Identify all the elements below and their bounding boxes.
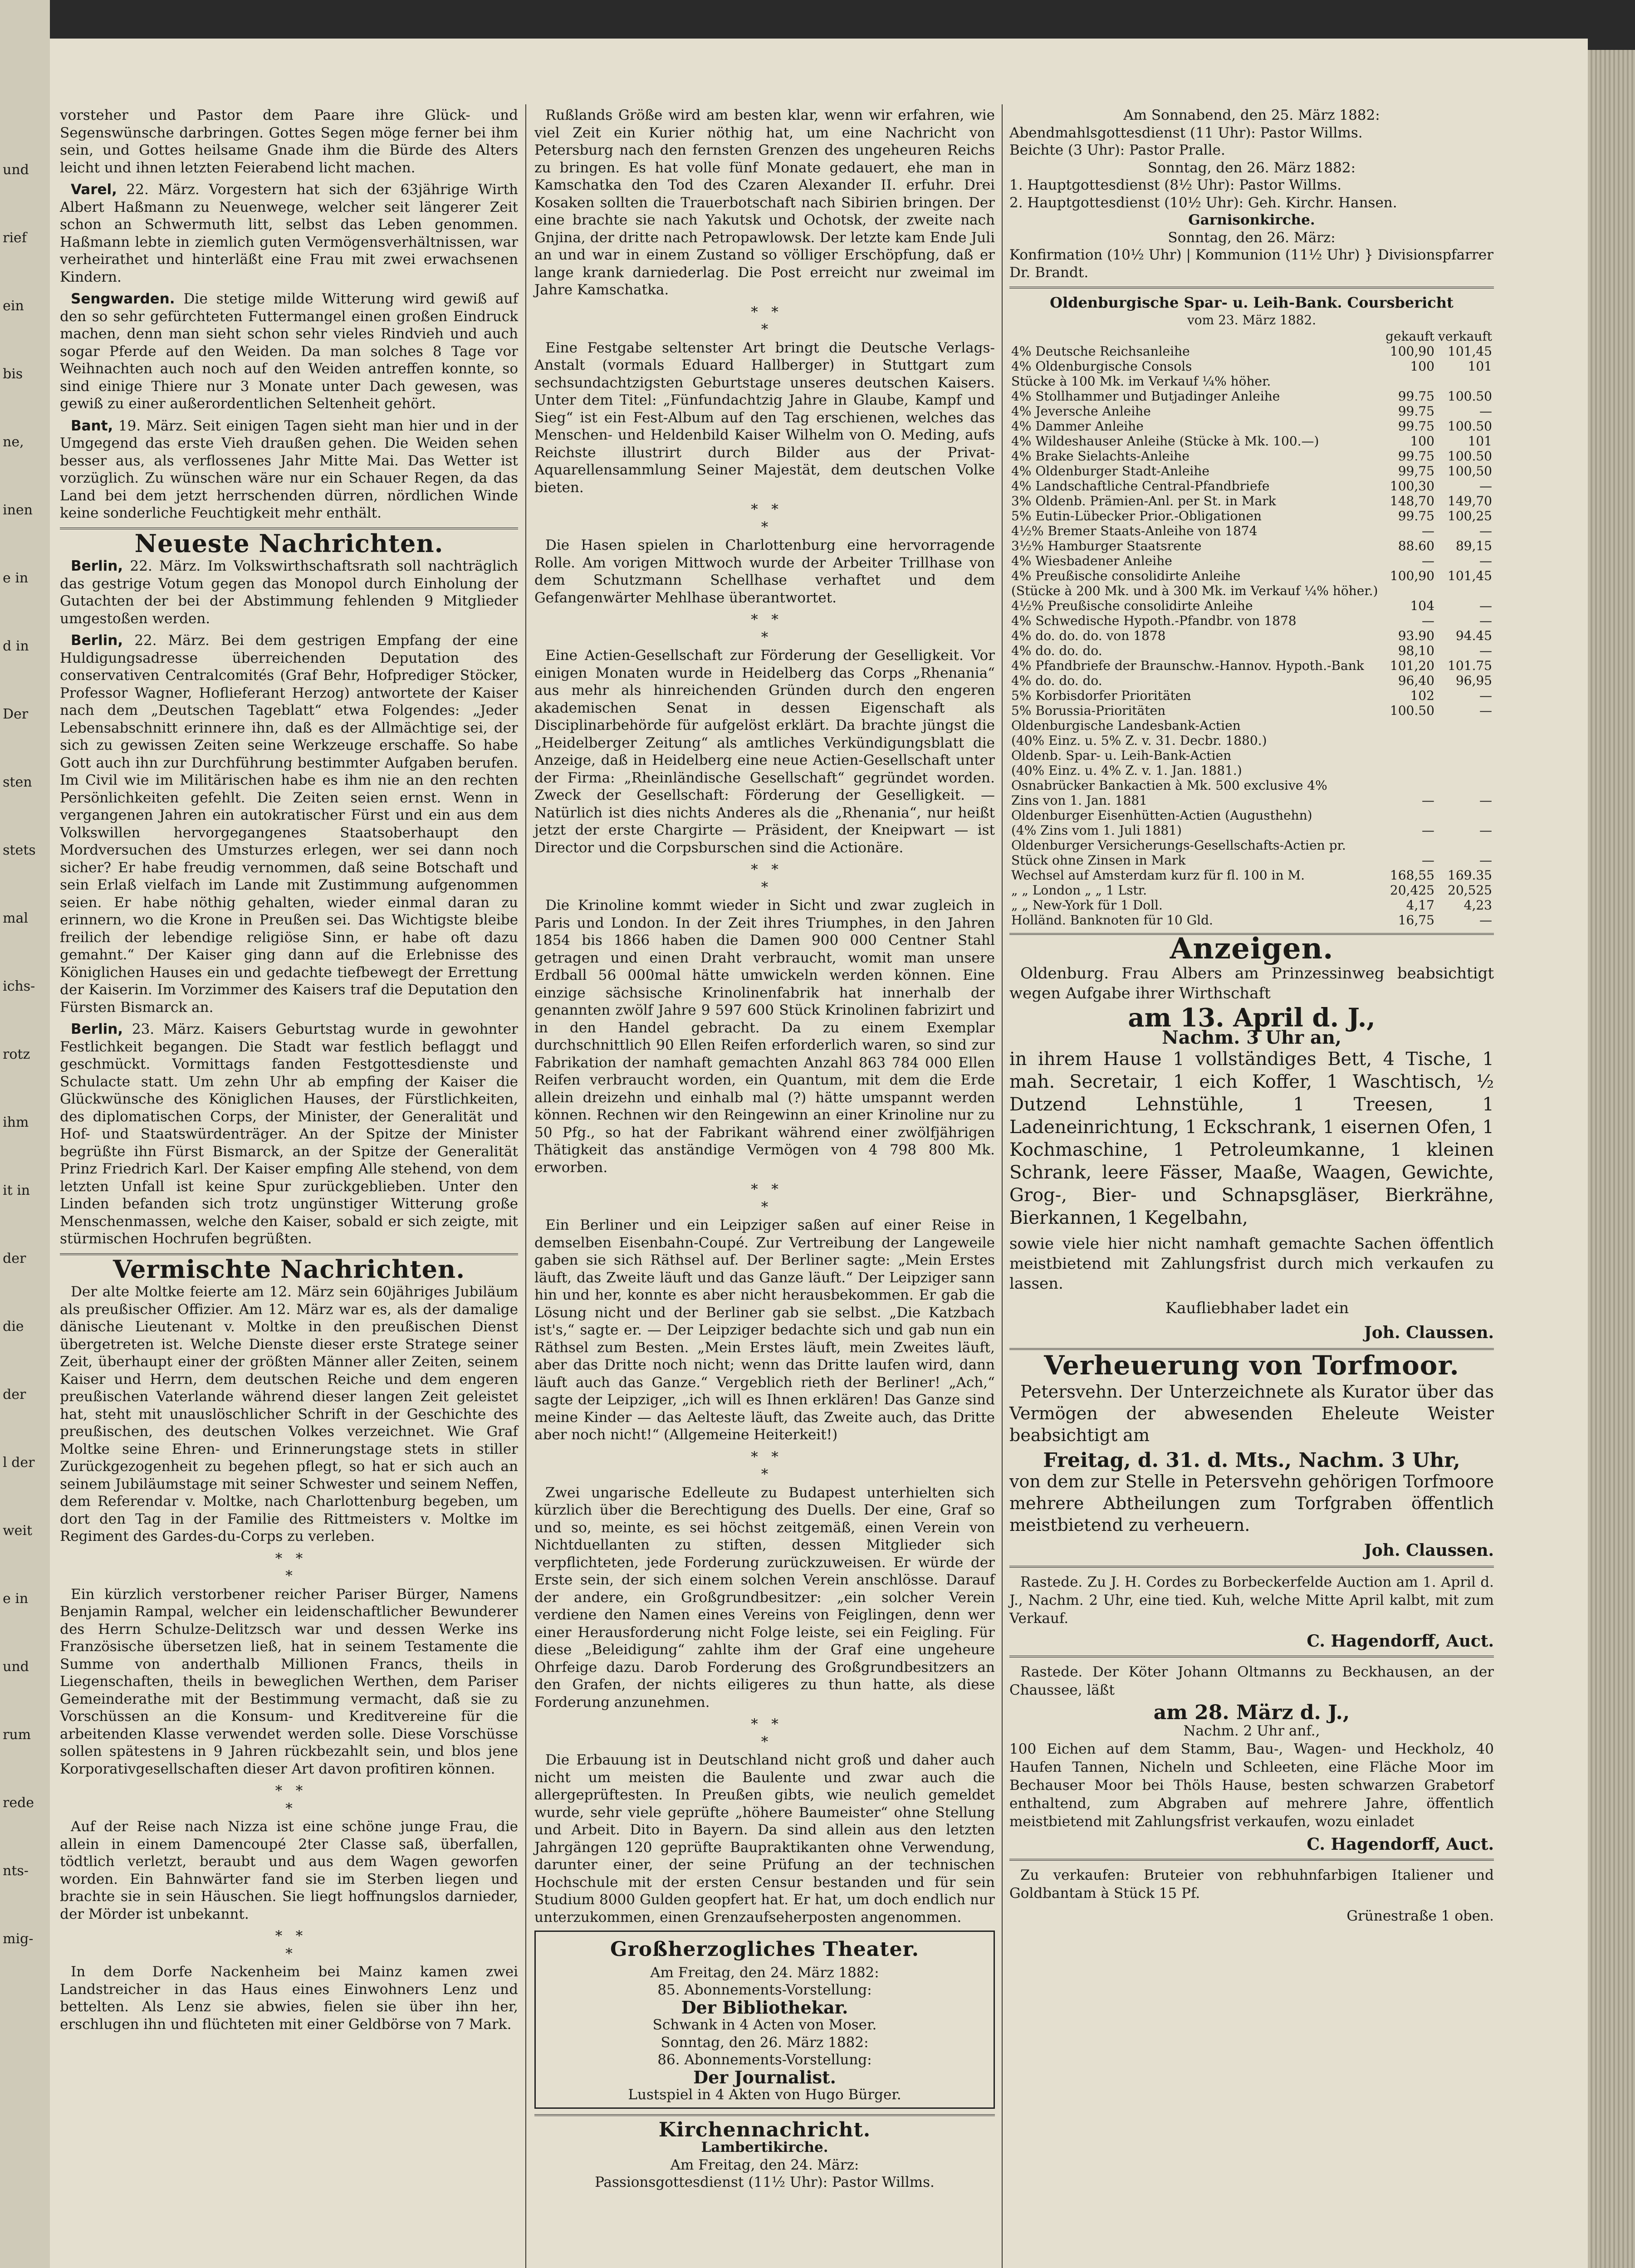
row-label: 4% Schwedische Hypoth.-Pfandbr. von 1878: [1011, 613, 1297, 628]
church-line: Am Freitag, den 24. März:: [670, 2156, 859, 2173]
ad-text: Petersvehn. Der Unterzeichnete als Kurator über das Vermögen der abwesenden Eheleute Weister beabsichtigt am: [1009, 1381, 1494, 1445]
value-sold: 101: [1468, 434, 1492, 449]
value-sold: —: [1479, 523, 1492, 538]
value-sold: 94.45: [1455, 628, 1492, 643]
value-bought: 102: [1410, 688, 1434, 703]
asterism: * * *: [751, 1181, 778, 1215]
value-sold: [1436, 808, 1494, 823]
table-row: [1009, 419, 1494, 434]
fragment-text: rief: [3, 230, 27, 246]
theater-play-2: Der Journalist.: [693, 2067, 836, 2087]
ad-signature: Joh. Claussen.: [1364, 1540, 1494, 1560]
ad-date: am 28. März d. J.,: [1153, 1701, 1350, 1724]
ad-rastede-1: [1009, 1573, 1494, 1650]
value-sold: —: [1479, 404, 1492, 419]
church-continued: [1009, 107, 1494, 281]
row-label: 4% Wiesbadener Anleihe: [1011, 553, 1172, 568]
article-krinoline: Die Krinoline kommt wieder in Sicht und zwar zugleich in Paris und London. In der Zeit ihres Triumphes, in den Jahren 1854 bis 1866 haben die Damen 900 000 Centner Stahl getragen und einen Draht verbraucht, womit man unsere Erdball 56 000mal hätte umwickeln werden können. Eine einzige sächsische Krinolinenfabrik hat innerhalb der genannten zwölf Jahre 9 597 600 Stück Krinolinen fabrizirt und in den Handel gebracht. Da zu einem Exemplar durchschnittlich 90 Ellen Reifen erforderlich waren, so sind zur Fabrikation der namhaft gemachten Anzahl 863 784 000 Ellen Reifen verbraucht worden, ein Quantum, mit dem die Erde allein dreizehn und einhalb mal (?) hätte umspannt werden können. Rechnen wir den Reingewinn an einer Krinoline nur zu 50 Pfg., so hat der Fabrikant während einer zwölfjährigen Thätigkeit das anständige Vermögen von 4 798 800 Mk. erworben.: [534, 897, 995, 1176]
section-heading-vermischte: Vermischte Nachrichten.: [113, 1254, 465, 1284]
fragment-text: ihm: [3, 1114, 29, 1130]
table-row: [1009, 374, 1494, 389]
row-label: (Stücke à 200 Mk. und à 300 Mk. im Verkauf ¼% höher.): [1011, 583, 1378, 598]
theater-box: [534, 1931, 995, 2109]
article-text: vorsteher und Pastor dem Paare ihre Glück- und Segenswünsche darbringen. Gottes Segen möge ferner bei ihm sein, und Gottes heilsame Gnade ihm die Bürde des Alters leicht und ihnen letzten Feierabend licht machen.: [60, 107, 518, 176]
table-row: [1009, 479, 1494, 494]
column-rule: [525, 104, 526, 2268]
value-sold: [1436, 838, 1494, 853]
ad-text: Zu verkaufen: Bruteier von rebhuhnfarbigen Italiener und Goldbantam à Stück 15 Pf.: [1009, 1867, 1494, 1901]
value-sold: —: [1479, 598, 1492, 613]
value-bought: 4,17: [1406, 898, 1434, 913]
value-bought: —: [1421, 523, 1434, 538]
asterism: * * *: [751, 611, 778, 645]
article-bant: Bant, 19. März. Seit einigen Tagen sieht man hier und in der Umgegend das erste Vieh draußen gehen. Die Weiden sehen besser aus, als verflossenes Jahr Mitte Mai. Das Wetter ist vorzüglich. Zu wünschen wäre nur ein Schauer Regen, da das Land bei dem jetzt herrschenden dürren, nördlichen Winde keine sonderliche Feuchtigkeit mehr enthält.: [60, 417, 518, 521]
table-row: [1009, 568, 1494, 583]
fragment-text: e in: [3, 1591, 29, 1607]
row-label: (4% Zins vom 1. Juli 1881): [1011, 823, 1182, 838]
ad-items: in ihrem Hause 1 vollständiges Bett, 4 Tische, 1 mah. Secretair, 1 eich Koffer, 1 Waschtisch, ½ Dutzend Lehnstühle, 1 Treesen, 1 Ladeneinrichtung, 1 Eckschrank, 1 eisernen Ofen, 1 Kochmaschine, 1 Petroleumkanne, 1 kleinen Schrank, leere Fässer, Maaße, Waagen, Gewichte, Grog-, Bier- und Schnapsgläser, Bierkrähne, Bierkannen, 1 Kegelbahn,: [1009, 1048, 1494, 1228]
article-berlin-3: Berlin, 23. März. Kaisers Geburtstag wurde in gewohnter Festlichkeit begangen. Die Stadt war festlich beflaggt und geschmückt. Vormittags fanden Festgottesdienste und Schulacte statt. Um zehn Uhr ab empfing der Kaiser die Glückwünsche des Königlichen Hauses, der Fürstlichkeiten, des diplomatischen Corps, der Minister, der Generalität und Hof- und Staatswürdenträger. An der Spitze der Minister begrüßte ihn Fürst Bismarck, an der Spitze der Generalität Prinz Friedrich Karl. Der Kaiser empfing Alle stehend, von dem letzten Unfall ist keine Spur zurückgeblieben. Unter den Linden befanden sich trotz ungünstiger Witterung große Menschenmassen, welche den Kaiser, sobald er sich zeigte, mit stürmischen Hochrufen begrüßten.: [60, 1021, 518, 1247]
value-sold: —: [1479, 793, 1492, 808]
fragment-text: mal: [3, 910, 28, 926]
table-row: [1009, 673, 1494, 688]
table-row: [1009, 464, 1494, 479]
value-bought: [1383, 838, 1436, 853]
value-sold: 89,15: [1455, 538, 1492, 553]
row-label: 4% Dammer Anleihe: [1011, 419, 1144, 434]
value-bought: [1383, 718, 1436, 733]
fragment-text: weit: [3, 1523, 33, 1539]
church-line: Abendmahlsgottesdienst (11 Uhr): Pastor Willms.: [1009, 124, 1363, 141]
value-sold: —: [1479, 553, 1492, 568]
fragment-text: stets: [3, 842, 36, 858]
book-edge: [1588, 50, 1635, 2268]
table-row: [1009, 523, 1494, 538]
ad-heading: Verheuerung von Torfmoor.: [1044, 1349, 1459, 1381]
row-label: 4% Oldenburgische Consols: [1011, 359, 1192, 374]
value-bought: —: [1421, 553, 1434, 568]
value-bought: 168,55: [1390, 868, 1434, 883]
header-sold: verkauft: [1438, 329, 1492, 344]
column-3: [1009, 107, 1494, 1925]
table-row: [1009, 359, 1494, 374]
value-bought: 100: [1410, 359, 1434, 374]
table-row: [1009, 748, 1494, 763]
table-row: [1009, 404, 1494, 419]
fragment-text: der: [3, 1251, 26, 1266]
article-sengwarden: Sengwarden. Die stetige milde Witterung wird gewiß auf den so sehr gefürchteten Futtermangel einen großen Eindruck machen, denn man sieht schon sehr vieles Rindvieh und auch sogar Pferde auf den Weiden. Da man solches 8 Tage vor Weihnachten auch noch auf den Weiden antreffen konnte, so sind einige Thiere nur 3 Monate unter Dach gewesen, was gewiß zu einer außerordentlichen Seltenheit gehört.: [60, 291, 518, 412]
table-row: [1009, 598, 1494, 613]
value-bought: —: [1421, 613, 1434, 628]
table-row: [1009, 913, 1494, 928]
divider: [1009, 1859, 1494, 1861]
fragment-text: der: [3, 1387, 26, 1403]
row-label: (40% Einz. u. 4% Z. v. 1. Jan. 1881.): [1011, 763, 1242, 778]
course-table: [1009, 329, 1494, 928]
value-bought: 100,30: [1390, 479, 1434, 494]
divider: [1009, 1656, 1494, 1657]
asterism: * * *: [751, 1448, 778, 1482]
value-sold: [1436, 733, 1494, 748]
article-festgabe: Eine Festgabe seltenster Art bringt die Deutsche Verlags-Anstalt (vormals Eduard Hallberger) in Stuttgart zum sechsundachtzigsten Geburtstage unseres deutschen Kaisers. Unter dem Titel: „Fünfundachtzig Jahre in Glaube, Kampf und Sieg“ ist ein Fest-Album auf den Tag erschienen, welches das Menschen- und Heldenbild Kaiser Wilhelm von O. Meding, aufs Reichste illustrirt durch Bilder aus der Privat-Aquarellensammlung Seiner Majestät, dem deutschen Volke bieten.: [534, 339, 995, 496]
table-row: [1009, 494, 1494, 508]
value-sold: [1436, 763, 1494, 778]
table-row: [1009, 823, 1494, 838]
fragment-text: it in: [3, 1183, 30, 1198]
section-heading-neueste: Neueste Nachrichten.: [134, 528, 444, 558]
fragment-text: ichs-: [3, 978, 35, 994]
church-box: [534, 2118, 995, 2191]
value-bought: 100.50: [1390, 703, 1434, 718]
value-sold: 101,45: [1448, 568, 1492, 583]
table-row: [1009, 793, 1494, 808]
previous-page-edge: [0, 0, 50, 2268]
table-row: [1009, 434, 1494, 449]
row-label: Zins von 1. Jan. 1881: [1011, 793, 1147, 808]
value-sold: 100.50: [1448, 389, 1492, 404]
ad-text: Oldenburg. Frau Albers am Prinzessinweg beabsichtigt wegen Aufgabe ihrer Wirthschaft: [1009, 964, 1494, 1002]
value-sold: 100.50: [1448, 449, 1492, 464]
row-label: 4% Landschaftliche Central-Pfandbriefe: [1011, 479, 1270, 494]
table-row: [1009, 553, 1494, 568]
row-label: 3½% Hamburger Staatsrente: [1011, 538, 1202, 553]
value-bought: [1383, 583, 1436, 598]
asterism: * * *: [751, 303, 778, 337]
fragment-text: bis: [3, 366, 23, 382]
value-sold: 101.75: [1448, 658, 1492, 673]
asterism: * * *: [751, 501, 778, 535]
ad-signature: C. Hagendorff, Auct.: [1307, 1631, 1494, 1651]
fragment-text: und: [3, 162, 29, 178]
row-label: Osnabrücker Bankactien à Mk. 500 exclusive 4%: [1011, 778, 1327, 793]
article-moltke: Der alte Moltke feierte am 12. März sein 60jähriges Jubiläum als preußischer Offizier. Am 12. März war es, als der damalige dänische Lieutenant v. Moltke in den preußischen Dienst übergetreten ist. Welche Dienste dieser erste Stratege seiner Zeit, überhaupt einer der größten Männer aller Zeiten, seinem Kaiser und Herrn, dem deutschen Reiche und dem engeren preußischen Vaterlande während dieser langen Zeit geleistet hat, steht mit unauslöschlicher Schrift in der Geschichte des preußischen, des deutschen Volkes verzeichnet. Wie Graf Moltke seine Ehren- und Erinnerungstage stets in stiller Zurückgezogenheit zu begehen pflegt, so hat er sich auch an seinem Jubiläumstage mit seiner Schwester und seinem Neffen, dem Referendar v. Moltke, nach Charlottenburg begeben, um dort den Tag in der Familie des Rittmeisters v. Moltke im Regiment des Gardes-du-Corps zu verleben.: [60, 1284, 518, 1545]
article-erbauung: Die Erbauung ist in Deutschland nicht groß und daher auch nicht um meisten die Baulente und zwar auch die allergeprüftesten. In Preußen gibts, wie neulich gemeldet wurde, sehr viele geprüfte „höhere Baumeister“ ohne Stellung und Arbeit. Dito in Bayern. Da sind allein aus den letzten Jahrgängen 120 geprüfte Baupraktikanten ohne Verwendung, darunter einer, der seine Prüfung an der technischen Hochschule mit der ersten Censur bestanden und für sein Studium 8000 Gulden geopfert hat. Er hat, um doch endlich nur unterzukommen, einen Grenzaufseherposten angenommen.: [534, 1752, 995, 1926]
church-line: Beichte (3 Uhr): Pastor Pralle.: [1009, 142, 1225, 158]
article-nizza: Auf der Reise nach Nizza ist eine schöne junge Frau, die allein in einem Damencoupé 2ter Classe saß, überfallen, tödtlich verletzt, beraubt und aus dem Wagen geworfen worden. Ein Bahnwärter fand sie im Sterben liegen und brachte sie in sein Häuschen. Sie liegt hoffnungslos darnieder, der Mörder ist unbekannt.: [60, 1818, 518, 1922]
value-bought: 148,70: [1390, 494, 1434, 508]
table-row: [1009, 868, 1494, 883]
table-header: [1009, 329, 1494, 344]
fragment-text: sten: [3, 774, 32, 790]
value-sold: [1436, 748, 1494, 763]
table-row: [1009, 883, 1494, 898]
value-sold: —: [1479, 688, 1492, 703]
row-label: Oldenburger Eisenhütten-Actien (Augusthehn): [1011, 808, 1312, 823]
church-line: 2. Hauptgottesdienst (10½ Uhr): Geh. Kirchr. Hansen.: [1009, 194, 1397, 211]
value-bought: [1383, 748, 1436, 763]
value-bought: 99.75: [1398, 508, 1434, 523]
row-label: 4% Oldenburger Stadt-Anleihe: [1011, 464, 1209, 479]
header-bought: gekauft: [1385, 329, 1434, 344]
row-label: „ „ London „ „ 1 Lstr.: [1011, 883, 1147, 898]
value-sold: [1436, 778, 1494, 793]
value-bought: 100: [1410, 434, 1434, 449]
fragment-text: inen: [3, 502, 33, 518]
divider: [534, 2114, 995, 2116]
value-sold: —: [1479, 613, 1492, 628]
asterism: * * *: [275, 1928, 303, 1962]
article-russland: Rußlands Größe wird am besten klar, wenn wir erfahren, wie viel Zeit ein Kurier nöthig hat, um eine Nachricht von Petersburg nach den fernsten Grenzen des ungeheuren Reichs zu bringen. Es hat volle fünf Monate gedauert, ehe man in Kamschatka den Tod des Czaren Alexander II. erfuhr. Drei Kosaken sollten die Trauerbotschaft nach Sibirien bringen. Der eine brachte sie nach Yakutsk und Ochotsk, der zweite nach Gnjina, der dritte nach Petropawlowsk. Der letzte kam Ende Juli an und war in einem Zustand so völliger Erschöpfung, daß er lange krank darniederlag. Die Post erreicht nur zweimal im Jahre Kamschatka.: [534, 107, 995, 298]
ad-date: Freitag, d. 31. d. Mts., Nachm. 3 Uhr,: [1043, 1448, 1460, 1472]
ad-torfmoor: [1009, 1349, 1494, 1560]
row-label: 4% Jeversche Anleihe: [1011, 404, 1151, 419]
row-label: Oldenburgische Landesbank-Actien: [1011, 718, 1241, 733]
ad-text: Rastede. Der Köter Johann Oltmanns zu Beckhausen, an der Chaussee, läßt: [1009, 1663, 1494, 1698]
value-sold: [1436, 374, 1494, 389]
ad-text: von dem zur Stelle in Petersvehn gehörigen Torfmoore mehrere Abtheilungen zum Torfgraben öffentlich meistbietend zu verheuern.: [1009, 1471, 1494, 1535]
table-row: [1009, 853, 1494, 868]
article-berlin-2: Berlin, 22. März. Bei dem gestrigen Empfang der eine Huldigungsadresse überreichenden Deputation des conservativen Centralcomités (Graf Behr, Hofprediger Stöcker, Professor Wagner, Hoflieferant Herzog) antwortete der Kaiser nach dem „Deutschen Tageblatt“ etwa Folgendes: „Jeder Lebensabschnitt erinnere ihn, daß es der Allmächtige sei, der sich zu gewissen Zeiten seine Werkzeuge erschaffe. So habe Gott auch ihn zur Durchführung bestimmter Aufgaben berufen. Im Civil wie im Militärischen habe es ihm nie an den rechten Persönlichkeiten gefehlt. Die Zeiten seien ernst. Wenn in vergangenen Jahren ein autokratischer Fürst und ein aus dem Volkswillen hervorgegangenes Staatsoberhaupt den Mordversuchen des Umsturzes erlegen, wer sei dann noch sicher? Er habe freudig vernommen, daß seine Botschaft und sein Erlaß vielfach im Lande mit Zustimmung aufgenommen seien. Er habe nöthig gehalten, wieder einmal daran zu erinnern, wo die Krone in Preußen sei. Das Wichtigste bleibe freilich der lebendige religiöse Sinn, er habe oft dazu gemahnt.“ Der Kaiser ging dann auf die Erlebnisse des Königlichen Hauses ein und gedachte tiefbewegt der Errettung der Kaiserin. Im Vorzimmer des Kaisers traf die Deputation den Fürsten Bismarck an.: [60, 632, 518, 1016]
theater-play-1: Der Bibliothekar.: [681, 1997, 848, 2018]
table-row: [1009, 583, 1494, 598]
article-nackenheim: In dem Dorfe Nackenheim bei Mainz kamen zwei Landstreicher in das Haus eines Einwohners Lenz und bettelten. Als Lenz sie abwies, fielen sie über ihn her, erschlugen ihn und flüchteten mit einer Geldbörse von 7 Mark.: [60, 1964, 518, 2033]
bank-date: vom 23. März 1882.: [1187, 312, 1317, 327]
row-label: 4% do. do. do.: [1011, 673, 1102, 688]
ad-text: sowie viele hier nicht namhaft gemachte Sachen öffentlich meistbietend mit Zahlungsfrist durch mich verkaufen zu lassen.: [1009, 1234, 1494, 1293]
value-sold: [1436, 718, 1494, 733]
table-row: [1009, 389, 1494, 404]
table-row: [1009, 898, 1494, 913]
value-bought: [1383, 778, 1436, 793]
fragment-text: rotz: [3, 1046, 30, 1062]
row-label: 4½% Bremer Staats-Anleihe von 1874: [1011, 523, 1258, 538]
value-sold: —: [1479, 853, 1492, 868]
theater-play-2-sub: Lustspiel in 4 Akten von Hugo Bürger.: [628, 2087, 901, 2103]
value-bought: 99.75: [1398, 404, 1434, 419]
table-row: [1009, 838, 1494, 853]
value-bought: 16,75: [1398, 913, 1434, 928]
ad-rastede-2: [1009, 1663, 1494, 1853]
value-bought: 93.90: [1398, 628, 1434, 643]
ad-signature: Joh. Claussen.: [1364, 1323, 1494, 1342]
row-label: (40% Einz. u. 5% Z. v. 31. Decbr. 1880.): [1011, 733, 1267, 748]
divider: [1009, 1348, 1494, 1350]
ad-time: Nachm. 2 Uhr anf.,: [1183, 1722, 1320, 1739]
theater-date-1: Am Freitag, den 24. März 1882:: [650, 1964, 879, 1981]
article-ungarn: Zwei ungarische Edelleute zu Budapest unterhielten sich kürzlich über die Berechtigung des Duells. Der eine, Graf so und so, meinte, es sei höchst zeitgemäß, einen Verein von Nichtduellanten zu stiften, dessen Mitglieder sich verpflichteten, jede Forderung zurückzuweisen. Er würde der Erste sein, der sich einem solchen Verein anschlösse. Darauf der andere, ein Großgrundbesitzer: „ein solcher Verein verdiene den Namen eines Vereins von Feiglingen, denn wer einer Herausforderung nicht Folge leiste, sei ein Feigling. Für diese „Beleidigung“ zahlte ihm der Graf eine ungeheure Ohrfeige dazu. Darob Forderung des Großgrundbesitzers an den Grafen, der nichts eiligeres zu thun hatte, als diese Forderung anzunehmen.: [534, 1484, 995, 1711]
row-label: Stück ohne Zinsen in Mark: [1011, 853, 1186, 868]
row-label: Holländ. Banknoten für 10 Gld.: [1011, 913, 1213, 928]
church-line: Am Sonnabend, den 25. März 1882:: [1123, 107, 1380, 123]
asterism: * * *: [275, 1783, 303, 1817]
section-heading-anzeigen: Anzeigen.: [1170, 932, 1334, 966]
value-bought: 99,75: [1398, 464, 1434, 479]
row-label: 4% Pfandbriefe der Braunschw.-Hannov. Hypoth.-Bank: [1011, 658, 1364, 673]
fragment-text: d in: [3, 638, 29, 654]
church-line: Konfirmation (10½ Uhr) | Kommunion (11½ Uhr) } Divisionspfarrer Dr. Brandt.: [1009, 247, 1493, 281]
article-berlin-1: Berlin, 22. März. Im Volkswirthschaftsrath soll nachträglich das gestrige Votum gegen das Monopol durch Einholung der Gutachten der bei der Abstimmung fehlenden 9 Mitglieder umgestoßen werden.: [60, 558, 518, 627]
value-sold: —: [1479, 643, 1492, 658]
row-label: 4% Preußische consolidirte Anleihe: [1011, 568, 1241, 583]
value-sold: 4,23: [1464, 898, 1492, 913]
row-label: 4% Wildeshauser Anleihe (Stücke à Mk. 100.—): [1011, 434, 1319, 449]
row-label: 4% do. do. do.: [1011, 643, 1102, 658]
value-bought: [1383, 374, 1436, 389]
church-garrison: Garnisonkirche.: [1188, 212, 1315, 228]
value-bought: 100,90: [1390, 344, 1434, 359]
value-bought: 99.75: [1398, 419, 1434, 434]
fragment-text: und: [3, 1659, 29, 1675]
value-bought: [1383, 763, 1436, 778]
row-label: 5% Eutin-Lübecker Prior.-Obligationen: [1011, 508, 1262, 523]
value-bought: 20,425: [1390, 883, 1434, 898]
table-row: [1009, 613, 1494, 628]
table-row: [1009, 718, 1494, 733]
fragment-text: ne,: [3, 434, 24, 450]
table-row: [1009, 763, 1494, 778]
row-label: Oldenburger Versicherungs-Gesellschafts-Actien pr.: [1011, 838, 1346, 853]
value-sold: —: [1479, 913, 1492, 928]
table-row: [1009, 538, 1494, 553]
ad-time: Nachm. 3 Uhr an,: [1162, 1026, 1341, 1048]
value-sold: —: [1479, 823, 1492, 838]
row-label: Wechsel auf Amsterdam kurz für fl. 100 in M.: [1011, 868, 1305, 883]
ad-address: Grünestraße 1 oben.: [1346, 1907, 1494, 1924]
asterism: * * *: [275, 1550, 303, 1584]
table-row: [1009, 733, 1494, 748]
bank-title: Oldenburgische Spar- u. Leih-Bank. Coursbericht: [1050, 294, 1454, 311]
column-2: [534, 107, 995, 2191]
fragment-text: e in: [3, 570, 29, 586]
article-paris: Ein kürzlich verstorbener reicher Pariser Bürger, Namens Benjamin Rampal, welcher ein leidenschaftlicher Bewunderer des Herrn Schulze-Delitzsch war und dessen Werke ins Französische übersetzen ließ, hat in seinem Testamente die Summe von anderthalb Millionen Francs, theils in Liegenschaften, theils in beweglichen Werthen, dem Pariser Gemeinderathe mit der Bestimmung vermacht, daß sie zu Vorschüssen an die Konsum- und Kreditvereine für die arbeitenden Klasse verwendet werden solle. Diese Vorschüsse sollen spätestens in 9 Jahren rückbezahlt sein, und blos jene Korporativgesellschaften dieser Art davon profitiren können.: [60, 1586, 518, 1777]
fragment-text: die: [3, 1319, 24, 1334]
ad-albers: [1009, 963, 1494, 1343]
value-bought: 104: [1410, 598, 1434, 613]
value-sold: 101: [1468, 359, 1492, 374]
article-varel: Varel, 22. März. Vorgestern hat sich der 63jährige Wirth Albert Haßmann zu Neuenwege, welcher seit längerer Zeit schon an Schwermuth litt, selbst das Leben genommen. Haßmann lebte in ziemlich guten Vermögensverhältnissen, war verheirathet und hinterläßt eine Frau mit zwei erwachsenen Kindern.: [60, 181, 518, 285]
row-label: „ „ New-York für 1 Doll.: [1011, 898, 1163, 913]
ad-text: Rastede. Zu J. H. Cordes zu Borbeckerfelde Auction am 1. April d. J., Nachm. 2 Uhr, eine tied. Kuh, welche Mitte April kalbt, mit zum Verkauf.: [1009, 1574, 1494, 1627]
value-bought: 88.60: [1398, 538, 1434, 553]
article-actien: Eine Actien-Gesellschaft zur Förderung der Geselligkeit. Vor einigen Monaten wurde in Heidelberg das Corps „Rhenania“ aus mehr als hinreichenden Gründen durch den engeren akademischen Senat in dessen Eigenschaft als Disciplinarbehörde für aufgelöst erklärt. Da brachte jüngst die „Heidelberger Zeitung“ als amtliches Verkündigungsblatt die Anzeige, daß in Heidelberg eine neue Actien-Gesellschaft unter der Firma: „Rheinländische Gesellschaft“ gegründet worden. Zweck der Gesellschaft: Förderung der Geselligkeit. — Natürlich ist dies nichts Anderes als die „Rhenania“, nur heißt jetzt der erste Chargirte — Präsident, der Kneipwart — ist Director und die Corpsburschen sind die Actionäre.: [534, 647, 995, 856]
fragment-text: nts-: [3, 1863, 29, 1879]
ad-text: Kaufliebhaber ladet ein: [1165, 1299, 1349, 1317]
row-label: Stücke à 100 Mk. im Verkauf ¼% höher.: [1011, 374, 1271, 389]
table-row: [1009, 658, 1494, 673]
value-bought: —: [1421, 823, 1434, 838]
table-row: [1009, 508, 1494, 523]
church-line: Sonntag, den 26. März 1882:: [1147, 159, 1356, 176]
table-row: [1009, 703, 1494, 718]
table-row: [1009, 688, 1494, 703]
table-row: [1009, 778, 1494, 793]
church-line: 1. Hauptgottesdienst (8½ Uhr): Pastor Willms.: [1009, 177, 1342, 193]
value-bought: —: [1421, 853, 1434, 868]
ad-text: 100 Eichen auf dem Stamm, Bau-, Wagen- und Heckholz, 40 Haufen Tannen, Nicheln und Schleeten, eine Fläche Moor im Bechauser Moor bei Thöls Hause, besten schwarzen Grabetorf enthaltend, zum Abgraben auf mehrere Jahre, öffentlich meistbietend mit Zahlungsfrist verkaufen, wozu einladet: [1009, 1740, 1494, 1830]
asterism: * * *: [751, 861, 778, 895]
row-label: 4½% Preußische consolidirte Anleihe: [1011, 598, 1253, 613]
row-label: 5% Korbisdorfer Prioritäten: [1011, 688, 1191, 703]
ad-date: am 13. April d. J.,: [1128, 1002, 1376, 1033]
table-row: [1009, 628, 1494, 643]
table-row: [1009, 449, 1494, 464]
table-row: [1009, 344, 1494, 359]
value-sold: 101,45: [1448, 344, 1492, 359]
fragment-text: rum: [3, 1727, 31, 1743]
fragment-text: mig-: [3, 1931, 34, 1947]
theater-date-2: Sonntag, den 26. März 1882:: [661, 2034, 869, 2051]
column-1: [60, 107, 518, 2038]
row-label: 4% Brake Sielachts-Anleihe: [1011, 449, 1190, 464]
value-sold: 20,525: [1448, 883, 1492, 898]
fragment-text: rede: [3, 1795, 34, 1811]
church-line: Sonntag, den 26. März:: [1168, 229, 1336, 246]
value-bought: —: [1421, 793, 1434, 808]
article-leipziger: Ein Berliner und ein Leipziger saßen auf einer Reise in demselben Eisenbahn-Coupé. Zur Vertreibung der Langeweile gaben sie sich Räthsel auf. Der Berliner sagte: „Mein Erstes läuft, das Zweite läuft und das Ganze läuft.“ Der Leipziger sann hin und her, konnte es aber nicht herausbekommen. Er gab die Lösung nicht und der Berliner gab sie selbst. „Die Katzbach ist's,“ sagte er. — Der Leipziger bedachte sich und gab nun ein Räthsel zum Besten. „Mein Erstes läuft, mein Zweites läuft, aber das Dritte noch nicht; wenn das Dritte laufen wird, dann läuft auch das Ganze.“ Vergeblich rieth der Berliner! „Ach,“ sagte der Leipziger, „ich will es Ihnen erklären! Das Ganze sind meine Kinder — das Aelteste läuft, das Zweite auch, das Dritte aber noch nicht!“ (Allgemeine Heiterkeit!): [534, 1217, 995, 1443]
value-sold: 149,70: [1448, 494, 1492, 508]
row-label: Oldenb. Spar- u. Leih-Bank-Actien: [1011, 748, 1232, 763]
value-bought: [1383, 733, 1436, 748]
value-sold: 100.50: [1448, 419, 1492, 434]
value-bought: 98,10: [1398, 643, 1434, 658]
fragment-text: ein: [3, 298, 24, 314]
theater-title: Großherzogliches Theater.: [610, 1938, 920, 1961]
row-label: 4% do. do. do. von 1878: [1011, 628, 1166, 643]
row-label: 5% Borussia-Prioritäten: [1011, 703, 1166, 718]
column-rule: [1002, 104, 1003, 2268]
value-bought: [1383, 808, 1436, 823]
row-label: 3% Oldenb. Prämien-Anl. per St. in Mark: [1011, 494, 1276, 508]
value-sold: 100,25: [1448, 508, 1492, 523]
value-sold: 100,50: [1448, 464, 1492, 479]
church-sub: Lambertikirche.: [701, 2139, 828, 2156]
theater-abo-2: 86. Abonnements-Vorstellung:: [657, 2052, 872, 2068]
value-bought: 99.75: [1398, 389, 1434, 404]
value-bought: 101,20: [1390, 658, 1434, 673]
asterism: * * *: [751, 1716, 778, 1750]
church-line: Passionsgottesdienst (11½ Uhr): Pastor Willms.: [595, 2174, 935, 2190]
fragment-text: l der: [3, 1455, 35, 1471]
row-label: 4% Deutsche Reichsanleihe: [1011, 344, 1190, 359]
value-bought: 96,40: [1398, 673, 1434, 688]
ad-verkaufen: [1009, 1866, 1494, 1925]
value-bought: 100,90: [1390, 568, 1434, 583]
article-hasen: Die Hasen spielen in Charlottenburg eine hervorragende Rolle. Am vorigen Mittwoch wurde der Arbeiter Trillhase von dem Schutzmann Schellhase verhaftet und dem Gefangenwärter Mehlhase überantwortet.: [534, 537, 995, 606]
value-sold: 96,95: [1455, 673, 1492, 688]
table-row: [1009, 808, 1494, 823]
value-sold: —: [1479, 703, 1492, 718]
divider: [1009, 287, 1494, 288]
theater-play-1-sub: Schwank in 4 Acten von Moser.: [652, 2017, 877, 2033]
theater-abo-1: 85. Abonnements-Vorstellung:: [657, 1982, 872, 1998]
table-row: [1009, 643, 1494, 658]
value-sold: —: [1479, 479, 1492, 494]
value-bought: 99.75: [1398, 449, 1434, 464]
ad-signature: C. Hagendorff, Auct.: [1307, 1834, 1494, 1854]
value-sold: 169.35: [1448, 868, 1492, 883]
row-label: 4% Stollhammer und Butjadinger Anleihe: [1011, 389, 1280, 404]
divider: [1009, 1566, 1494, 1568]
church-title: Kirchennachricht.: [658, 2118, 871, 2141]
fragment-text: Der: [3, 706, 29, 722]
value-sold: [1436, 583, 1494, 598]
